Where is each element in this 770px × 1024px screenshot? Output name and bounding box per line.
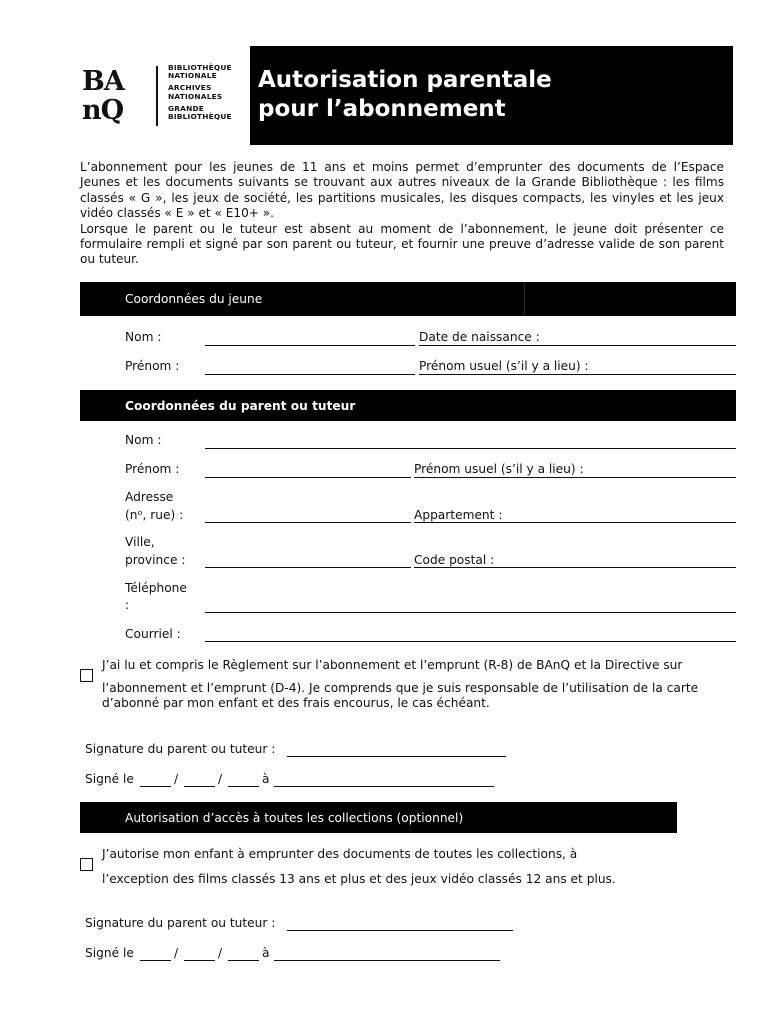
- section-heading-collections-label: Autorisation d’accès à toutes les collections (optionnel): [125, 810, 464, 825]
- logo-divider: [156, 66, 158, 126]
- child-nom-field[interactable]: [205, 345, 415, 346]
- section-heading-child: [80, 282, 736, 316]
- document-title: [250, 46, 733, 145]
- logo-mark-top: BA: [82, 66, 124, 97]
- parent-code-postal-label: Code postal :: [414, 553, 495, 567]
- signed-date-label-1: Signé le: [85, 772, 134, 786]
- heading-divider: [524, 282, 525, 316]
- signed-year-field-2[interactable]: [228, 960, 259, 961]
- signed-month-field-1[interactable]: [184, 786, 215, 787]
- parent-adresse-label-line2: (nᵒ, rue) :: [125, 508, 184, 522]
- parent-ville-label-line2: province :: [125, 553, 186, 567]
- parent-nom-field[interactable]: [205, 448, 736, 449]
- logo-line: NATIONALE: [168, 71, 217, 81]
- consent-collections-line-1: J’autorise mon enfant à emprunter des documents de toutes les collections, à: [102, 847, 578, 861]
- signature-field-1[interactable]: [287, 756, 506, 757]
- logo-line: GRANDE: [168, 103, 205, 113]
- child-prenom-usuel-field[interactable]: [419, 374, 736, 375]
- parent-telephone-field[interactable]: [205, 612, 736, 613]
- signed-at-label-1: à: [262, 772, 270, 786]
- intro-text: [80, 160, 724, 268]
- logo-line: BIBLIOTHÈQUE: [168, 63, 232, 72]
- intro-paragraph-1: L’abonnement pour les jeunes de 11 ans et moins permet d’emprunter des documents de l’Espace Jeunes et les documents suivants se trouvant aux autres niveaux de la Grande Bibliothèque : les films classés « G », les jeux de société, les partitions musicales, les disques compacts, les vinyles et les jeux vidéo classés « E » et « E10+ ».: [80, 160, 724, 221]
- parent-prenom-usuel-label: Prénom usuel (s’il y a lieu) :: [414, 462, 584, 476]
- signature-label-1: Signature du parent ou tuteur :: [85, 742, 276, 756]
- section-heading-child-label: Coordonnées du jeune: [125, 292, 263, 306]
- consent-rules-text: [102, 658, 724, 711]
- parent-ville-label-line1: Ville,: [125, 535, 155, 549]
- signature-field-2[interactable]: [287, 930, 513, 931]
- date-separator: /: [174, 946, 179, 960]
- section-heading-parent: [80, 390, 736, 421]
- logo-line: NATIONALES: [168, 91, 223, 101]
- parent-prenom-label: Prénom :: [125, 462, 180, 476]
- parent-adresse-label-line1: Adresse: [125, 490, 174, 504]
- banq-logo-mark: [82, 64, 144, 126]
- parent-adresse-field[interactable]: [205, 522, 411, 523]
- consent-collections-line-2: l’exception des films classés 13 ans et plus et des jeux vidéo classés 12 ans et plus.: [102, 872, 616, 886]
- child-prenom-label: Prénom :: [125, 359, 180, 373]
- signed-place-field-2[interactable]: [274, 960, 500, 961]
- parent-appartement-label: Appartement :: [414, 508, 503, 522]
- parent-prenom-usuel-field[interactable]: [414, 477, 736, 478]
- date-separator: /: [218, 946, 223, 960]
- consent-collections-checkbox[interactable]: [80, 858, 93, 871]
- section-heading-parent-label: Coordonnées du parent ou tuteur: [125, 398, 356, 413]
- child-date-naissance-label: Date de naissance :: [419, 330, 540, 344]
- signed-month-field-2[interactable]: [184, 960, 215, 961]
- parent-telephone-label-line1: Téléphone: [125, 581, 187, 595]
- logo-line: ARCHIVES: [168, 83, 212, 93]
- logo-mark-bottom: nQ: [82, 95, 124, 126]
- consent-collections-text: [102, 847, 662, 887]
- consent-rules-line-2: l’abonnement et l’emprunt (D-4). Je comprends que je suis responsable de l’utilisation de la carte: [102, 681, 699, 695]
- title-line-2: pour l’abonnement: [258, 96, 506, 122]
- child-prenom-field[interactable]: [205, 374, 415, 375]
- date-separator: /: [174, 772, 179, 786]
- consent-rules-line-1: J’ai lu et compris le Règlement sur l’abonnement et l’emprunt (R-8) de BAnQ et la Directive sur: [102, 658, 683, 672]
- section-heading-collections: [80, 802, 677, 833]
- logo-line: BIBLIOTHÈQUE: [168, 112, 232, 122]
- title-line-1: Autorisation parentale: [258, 67, 552, 93]
- child-nom-label: Nom :: [125, 330, 162, 344]
- parent-courriel-field[interactable]: [205, 641, 736, 642]
- parent-courriel-label: Courriel :: [125, 627, 181, 641]
- consent-rules-checkbox[interactable]: [80, 669, 93, 682]
- intro-paragraph-2: Lorsque le parent ou le tuteur est absent au moment de l’abonnement, le jeune doit présenter ce formulaire rempli et signé par son parent ou tuteur, et fournir une preuve d’adresse valide de son parent ou tuteur.: [80, 221, 724, 267]
- child-prenom-usuel-label: Prénom usuel (s’il y a lieu) :: [419, 359, 589, 373]
- signed-day-field-1[interactable]: [140, 786, 171, 787]
- parent-nom-label: Nom :: [125, 433, 162, 447]
- parent-code-postal-field[interactable]: [414, 567, 736, 568]
- banq-logo: [82, 64, 232, 128]
- signed-year-field-1[interactable]: [228, 786, 259, 787]
- signed-at-label-2: à: [262, 946, 270, 960]
- signature-label-2: Signature du parent ou tuteur :: [85, 916, 276, 930]
- parent-telephone-label-line2: :: [125, 598, 130, 612]
- consent-rules-line-3: d’abonné par mon enfant et des frais encourus, le cas échéant.: [102, 696, 490, 710]
- signed-date-label-2: Signé le: [85, 946, 134, 960]
- date-separator: /: [218, 772, 223, 786]
- parent-ville-field[interactable]: [205, 567, 411, 568]
- parent-prenom-field[interactable]: [205, 477, 411, 478]
- signed-day-field-2[interactable]: [140, 960, 171, 961]
- child-date-naissance-field[interactable]: [419, 345, 736, 346]
- parent-appartement-field[interactable]: [414, 522, 736, 523]
- logo-wordmark: [168, 64, 232, 121]
- signed-place-field-1[interactable]: [274, 786, 494, 787]
